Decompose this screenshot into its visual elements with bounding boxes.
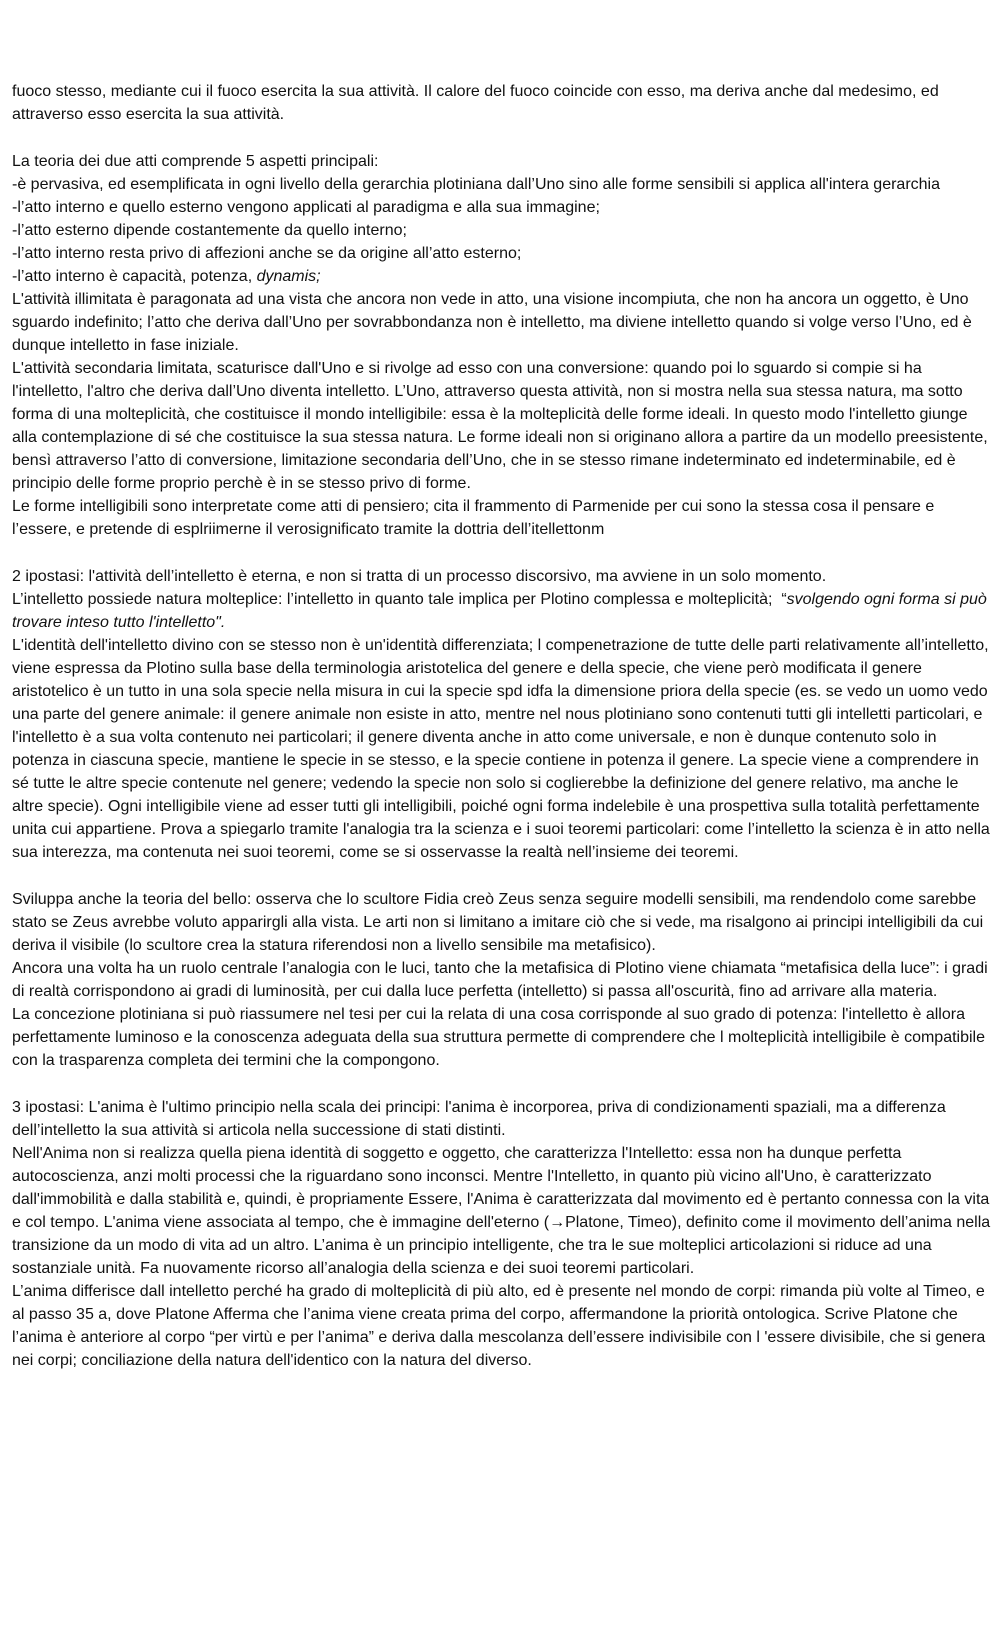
document-page — [12, 80, 995, 1372]
paragraph — [12, 588, 992, 634]
italic-quote: svolgendo ogni forma si può trovare inteso tutto l'intelletto". — [12, 591, 992, 631]
paragraph: L'attività illimitata è paragonata ad una vista che ancora non vede in atto, una visione incompiuta, che non ha ancora un oggetto, è Uno sguardo indefinito; l’atto che deriva dall’Uno per sovrabbondanza non è intelletto, ma diviene intelletto quando si volge verso l’Uno, ed è dunque intelletto in fase iniziale. — [12, 291, 977, 354]
paragraph: 2 ipostasi: l'attività dell’intelletto è eterna, e non si tratta di un processo discorsivo, ma avviene in un solo momento. — [12, 568, 827, 585]
paragraph: Ancora una volta ha un ruolo centrale l’analogia con le luci, tanto che la metafisica di Plotino viene chiamata “metafisica della luce”: i gradi di realtà corrispondono ai gradi di luminosità, per cui dalla luce perfetta (intelletto) si passa all'oscurità, fino ad arrivare alla materia. — [12, 960, 993, 1000]
text-run: -l’atto interno è capacità, potenza, — [12, 268, 257, 285]
paragraph: L'identità dell'intelletto divino con se stesso non è un'identità differenziata; l compenetrazione de tutte delle parti relativamente all’intelletto, viene espressa da Plotino sulla base della terminologia aristotelica del genere e della specie, che viene però modificata il genere aristotelico è un tutto in una sola specie nella misura in cui la specie spd idfa la dimensione priora della specie (es. se vedo un uomo vedo una parte del genere animale: il genere animale non esiste in atto, mentre nel nous plotiniano sono contenuti tutti gli intelletti particolari, e l'intelletto è a sua volta contenuto nei particolari; il genere diventa anche in atto come universale, e non è dunque contenuto solo in potenza in ciascuna specie, mantiene le specie in se stesso, e la specie contiene in potenza il genere. La specie viene a comprendere in sé tutte le altre specie contenute nel genere; vedendo la specie non solo si coglierebbe la definizione del genere relativo, ma anche le altre specie). Ogni intelligibile viene ad esser tutti gli intelligibili, poiché ogni forma indelebile è una prospettiva sulla totalità perfettamente unita cui appartiene. Prova a spiegarlo tramite l'analogia tra la scienza e i suoi teoremi particolari: come l’intelletto la scienza è in atto nella sua interezza, ma contenuta nei suoi teoremi, come se si osservasse la realtà nell’insieme dei teoremi. — [12, 637, 995, 861]
paragraph: fuoco stesso, mediante cui il fuoco esercita la sua attività. Il calore del fuoco coincide con esso, ma deriva anche dal medesimo, ed attraverso esso esercita la sua attività. — [12, 83, 944, 123]
paragraph: La teoria dei due atti comprende 5 aspetti principali: — [12, 153, 379, 170]
paragraph: Le forme intelligibili sono interpretate come atti di pensiero; cita il frammento di Parmenide per cui sono la stessa cosa il pensare e l’essere, e pretende di esplriimerne il verosignificato tramite la dottria dell’itellettonm — [12, 498, 939, 538]
paragraph: L'attività secondaria limitata, scaturisce dall'Uno e si rivolge ad esso con una conversione: quando poi lo sguardo si compie si ha l'intelletto, l'altro che deriva dall’Uno diventa intelletto. L’Uno, attraverso questa attività, non si mostra nella sua stessa natura, ma sotto forma di una molteplicità, che costituisce il mondo intelligibile: essa è la molteplicità delle forme ideali. In questo modo l'intelletto giunge alla contemplazione di sé che costituisce la sua stessa natura. Le forme ideali non si originano allora a partire da un modello preesistente, bensì attraverso l’atto di conversione, limitazione secondaria dell’Uno, che in se stesso rimane indeterminato ed indeterminabile, ed è principio delle forme proprio perchè è in se stesso privo di forme. — [12, 360, 993, 492]
list-item: -l’atto interno resta privo di affezioni anche se da origine all’atto esterno; — [12, 245, 522, 262]
italic-text: dynamis; — [256, 268, 321, 285]
paragraph: Sviluppa anche la teoria del bello: osserva che lo scultore Fidia creò Zeus senza seguire modelli sensibili, ma rendendolo come sarebbe stato se Zeus avrebbe voluto apparirgli alla vista. Le arti non si limitano a imitare ciò che si vede, ma risalgono ai principi intelligibili da cui deriva il visibile (lo scultore crea la statura riferendosi non a livello sensibile ma metafisico). — [12, 891, 988, 954]
list-item: -è pervasiva, ed esemplificata in ogni livello della gerarchia plotiniana dall’Uno sino alle forme sensibili si applica all'intera gerarchia — [12, 176, 940, 193]
text-run: L’intelletto possiede natura molteplice: l’intelletto in quanto tale implica per Plotino complessa e molteplicità; “ — [12, 591, 787, 608]
list-item — [12, 265, 992, 288]
list-item: -l’atto interno e quello esterno vengono applicati al paradigma e alla sua immagine; — [12, 199, 600, 216]
paragraph: Nell'Anima non si realizza quella piena identità di soggetto e oggetto, che caratterizza l'Intelletto: essa non ha dunque perfetta autocoscienza, anzi molti processi che la riguardano sono inconsci. Mentre l'Intelletto, in quanto più vicino all'Uno, è caratterizzato dall'immobilità e dalla stabilità e, quindi, è propriamente Essere, l'Anima è caratterizzata dal movimento ed è pertanto connessa con la vita e col tempo. L'anima viene associata al tempo, che è immagine dell'eterno (→Platone, Timeo), definito come il movimento dell’anima nella transizione da un modo di vita ad un altro. L’anima è un principio intelligente, che tra le sue molteplici articolazioni si riduce ad una sostanziale unità. Fa nuovamente ricorso all’analogia della scienza e dei suoi teoremi particolari. — [12, 1145, 995, 1277]
list-item: -l’atto esterno dipende costantemente da quello interno; — [12, 222, 407, 239]
paragraph: La concezione plotiniana si può riassumere nel tesi per cui la relata di una cosa corrisponde al suo grado di potenza: l'intelletto è allora perfettamente luminoso e la conoscenza adeguata della sua struttura permette di comprendere che l molteplicità intelligibile è compatibile con la trasparenza completa dei termini che la compongono. — [12, 1006, 990, 1069]
paragraph: 3 ipostasi: L'anima è l'ultimo principio nella scala dei principi: l'anima è incorporea, priva di condizionamenti spaziali, ma a differenza dell’intelletto la sua attività si articola nella successione di stati distinti. — [12, 1099, 951, 1139]
paragraph: L’anima differisce dall intelletto perché ha grado di molteplicità di più alto, ed è presente nel mondo de corpi: rimanda più volte al Timeo, e al passo 35 a, dove Platone Afferma che l’anima viene creata prima del corpo, affermandone la priorità ontologica. Scrive Platone che l’anima è anteriore al corpo “per virtù e per l’anima” e deriva dalla mescolanza dell’essere indivisibile con l 'essere divisibile, che si genera nei corpi; conciliazione della natura dell'identico con la natura del diverso. — [12, 1283, 990, 1369]
